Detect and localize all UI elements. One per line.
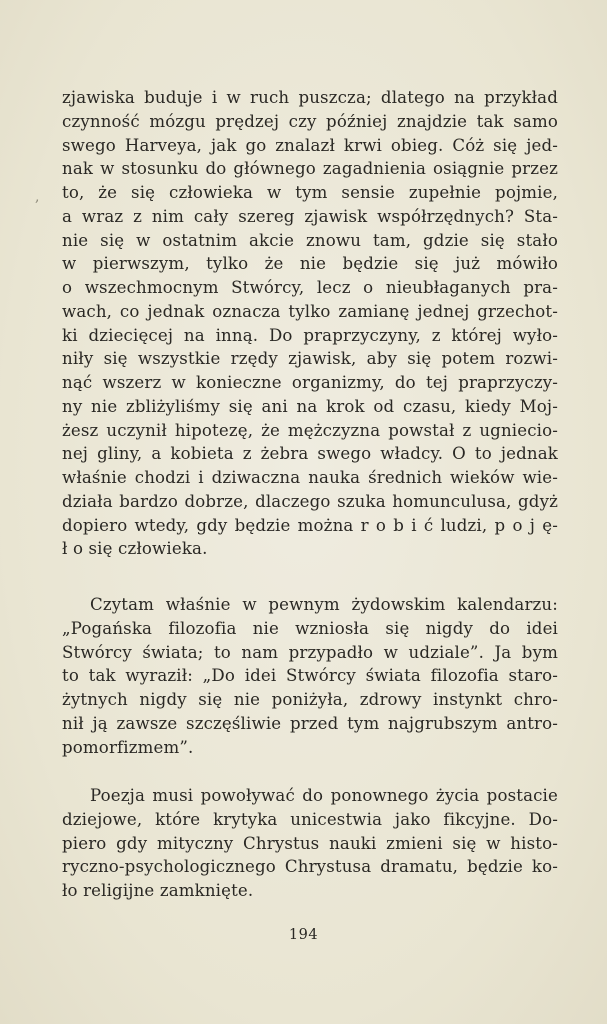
text-line: pomorfizmem”. [62, 737, 194, 757]
text-line: nił ją zawsze szczęśliwie przed tym najgrubszym antro- [62, 713, 558, 733]
text-line: ł o się człowieka. [62, 539, 208, 559]
text-line: „Pogańska filozofia nie wzniosła się nigdy do idei [62, 618, 558, 638]
text-line: działa bardzo dobrze, dlaczego szuka homunculusa, gdyż [62, 491, 558, 511]
text-line: właśnie chodzi i dziwaczna nauka średnich wieków wie- [62, 468, 558, 487]
text-line: ny nie zbliżyliśmy się ani na krok od czasu, kiedy Moj- [62, 396, 558, 416]
page-number: 194 [288, 927, 319, 943]
text-line: Stwórcy świata; to nam przypadło w udziale”. Ja bym [62, 642, 558, 662]
text-line: w pierwszym, tylko że nie będzie się już mówiło [62, 254, 558, 274]
text-line: żesz uczynił hipotezę, że mężczyzna powstał z ugniecio- [62, 420, 558, 440]
paragraph-2 [62, 593, 558, 759]
paragraph-1 [62, 86, 558, 561]
text-line: swego Harveya, jak go znalazł krwi obieg. Cóż się jed- [62, 135, 558, 155]
text-line: Czytam właśnie w pewnym żydowskim kalendarzu: [90, 595, 558, 614]
margin-mark: , [35, 189, 40, 205]
text-line: dziejowe, które krytyka unicestwia jako fikcyjne. Do- [62, 809, 558, 829]
text-line: nie się w ostatnim akcie znowu tam, gdzie się stało [62, 230, 558, 250]
text-line: ki dziecięcej na inną. Do praprzyczyny, z której wyło- [62, 325, 558, 345]
text-line: dopiero wtedy, gdy będzie można r o b i ć ludzi, p o j ę- [62, 515, 558, 535]
text-line: nak w stosunku do głównego zagadnienia osiągnie przez [62, 159, 558, 179]
text-line: Poezja musi powoływać do ponownego życia postacie [90, 786, 558, 805]
text-line: o wszechmocnym Stwórcy, lecz o nieubłaganych pra- [62, 278, 558, 297]
text-line: żytnych nigdy się nie poniżyła, zdrowy instynkt chro- [62, 690, 558, 709]
text-line: wach, co jednak oznacza tylko zamianę jednej grzechot- [62, 301, 558, 321]
text-line: niły się wszystkie rzędy zjawisk, aby się potem rozwi- [62, 349, 558, 369]
text-line: zjawiska buduje i w ruch puszcza; dlatego na przykład [62, 88, 558, 107]
text-line: to tak wyraził: „Do idei Stwórcy świata filozofia staro- [62, 666, 558, 686]
text-line: nej gliny, a kobieta z żebra swego władcy. O to jednak [62, 444, 558, 464]
text-line: czynność mózgu prędzej czy później znajdzie tak samo [62, 111, 558, 131]
text-line: nąć wszerz w konieczne organizmy, do tej praprzyczy- [62, 373, 558, 392]
text-line: to, że się człowieka w tym sensie zupełnie pojmie, [62, 183, 558, 202]
text-line: a wraz z nim cały szereg zjawisk współrzędnych? Sta- [62, 206, 558, 226]
text-line: ło religijne zamknięte. [62, 881, 254, 900]
text-line: piero gdy mityczny Chrystus nauki zmieni się w histo- [62, 833, 558, 853]
paragraph-3 [62, 784, 558, 903]
text-line: ryczno-psychologicznego Chrystusa dramatu, będzie ko- [62, 857, 558, 877]
